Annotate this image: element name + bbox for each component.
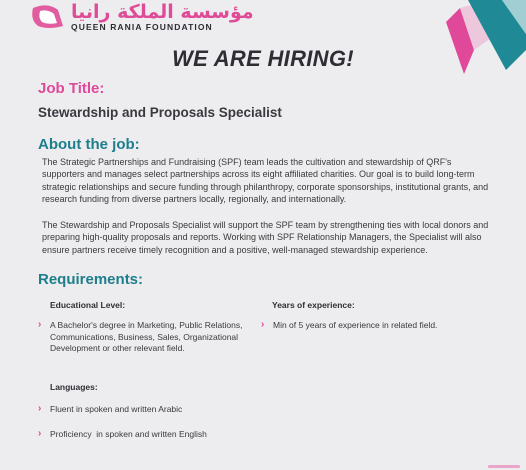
list-item xyxy=(38,429,298,441)
job-title-value: Stewardship and Proposals Specialist xyxy=(38,105,282,120)
logo-arabic-text: مؤسسة الملكة رانيا xyxy=(71,1,254,23)
experience-item-text: Min of 5 years of experience in related field. xyxy=(273,320,438,330)
about-heading: About the job: xyxy=(38,136,140,153)
chevron-right-icon: › xyxy=(38,319,42,330)
requirements-heading: Requirements: xyxy=(38,271,144,288)
about-paragraph-1: The Strategic Partnerships and Fundraising (SPF) team leads the cultivation and stewardship of QRF's supporters and manages select partnerships across its eight affiliated charities. Our goal is to build long-term strategic relationships and secure funding through philanthropy, corporate sponsorships, institutional grants, and research funding from diverse partners locally, regionally, and internationally. xyxy=(42,157,489,204)
languages-label: Languages: xyxy=(50,382,98,392)
chevron-right-icon: › xyxy=(38,428,42,439)
language-item-text: Proficiency in spoken and written English xyxy=(50,429,207,439)
list-item xyxy=(261,320,501,332)
list-item xyxy=(38,404,298,416)
education-label: Educational Level: xyxy=(50,300,126,310)
logo-english-text: QUEEN RANIA FOUNDATION xyxy=(71,22,213,32)
education-item-text: A Bachelor's degree in Marketing, Public Relations, Communications, Business, Sales, Organizational Development or other relevant field. xyxy=(50,320,243,353)
job-title-label: Job Title: xyxy=(38,80,105,97)
chevron-right-icon: › xyxy=(38,403,42,414)
hiring-headline: WE ARE HIRING! xyxy=(172,46,354,71)
language-item-text: Fluent in spoken and written Arabic xyxy=(50,404,183,414)
qrf-logo-icon xyxy=(30,4,66,30)
about-paragraph-2: The Stewardship and Proposals Specialist will support the SPF team by strengthening ties with local donors and preparing high-quality proposals and reports. Working with SPF Relationship Managers, the Specialist will also ensure partners receive timely recognition and a positive, well-managed stewardship experience. xyxy=(42,220,489,255)
chevron-right-icon: › xyxy=(261,319,265,330)
list-item xyxy=(38,320,243,355)
footer-decoration xyxy=(488,465,520,468)
experience-label: Years of experience: xyxy=(272,300,355,310)
